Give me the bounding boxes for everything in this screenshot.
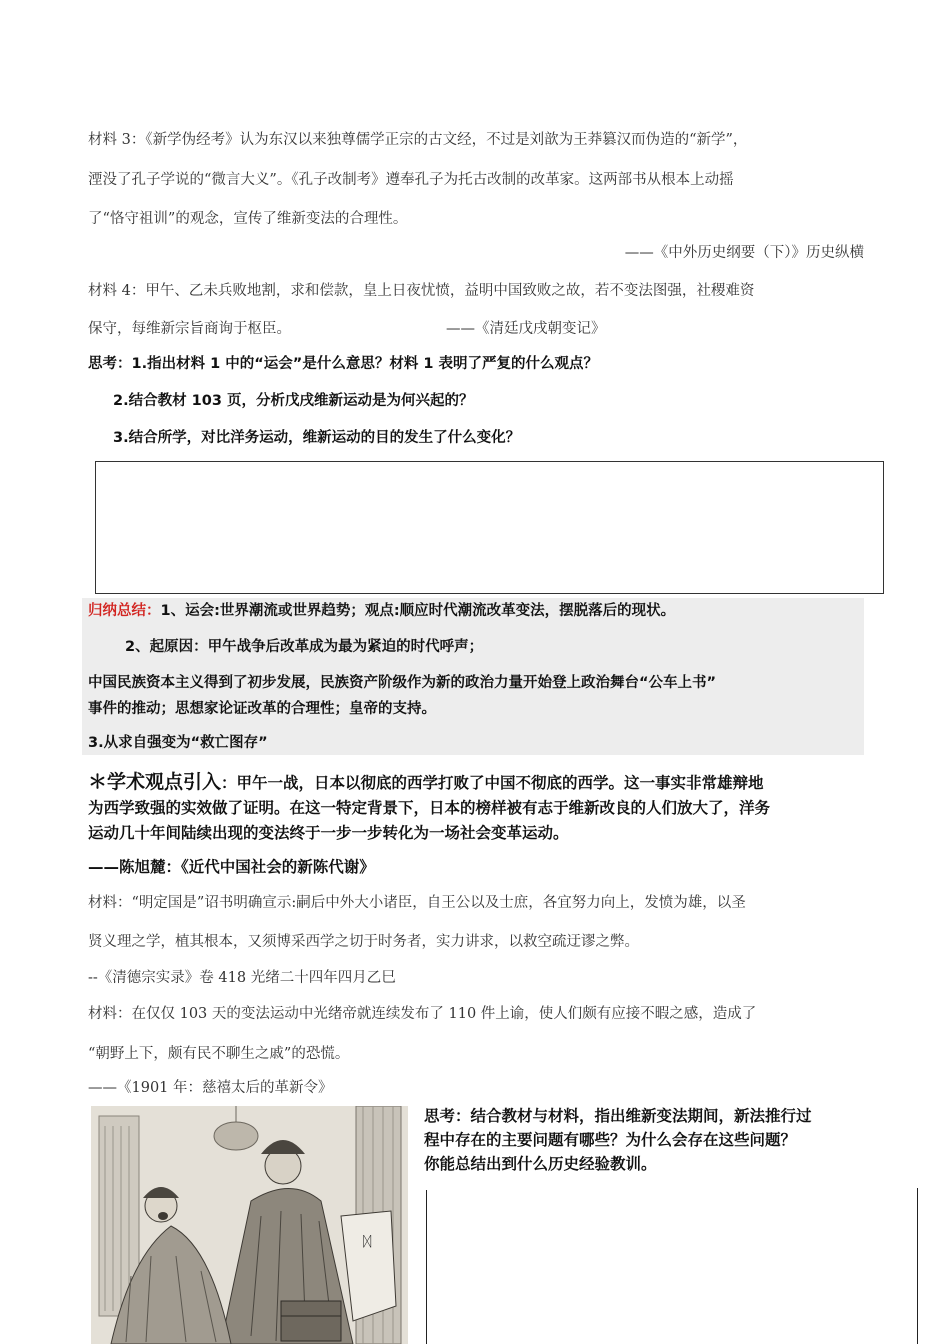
think1-question2: 2.结合教材 103 页，分析戊戌维新运动是为何兴起的？ — [113, 393, 474, 409]
material4-source: ——《清廷戊戌朝变记》 — [446, 321, 606, 337]
answer-box[interactable] — [95, 461, 884, 594]
academic-line3: 运动几十年间陆续出现的变法终于一步一步转化为一场社会变革运动。 — [88, 824, 569, 842]
material6-line2: “朝野上下，颇有民不聊生之戚”的恐慌。 — [88, 1046, 350, 1062]
svg-text:ᛞ: ᛞ — [363, 1234, 372, 1250]
summary-point3: 3.从求自强变为“救亡图存” — [88, 735, 268, 751]
academic-row1 — [88, 770, 868, 796]
think2-line2: 程中存在的主要问题有哪些？为什么会存在这些问题？ — [424, 1131, 797, 1149]
think1-question3: 3.结合所学，对比洋务运动，维新运动的目的发生了什么变化？ — [113, 430, 521, 446]
material6-line1: 材料：在仅仅 103 天的变法运动中光绪帝就连续发布了 110 件上谕，使人们颇有应接不暇之感，造成了 — [88, 1006, 757, 1022]
think2-line3: 你能总结出到什么历史经验教训。 — [424, 1155, 657, 1173]
answer-area-left-border — [426, 1190, 427, 1344]
material5-line2: 贤义理之学，植其根本，又须博采西学之切于时务者，实力讲求，以救空疏迂谬之弊。 — [88, 934, 639, 950]
material4-line2: 保守，每维新宗旨商询于枢臣。 — [88, 321, 291, 337]
material3-line1: 材料 3：《新学伪经考》认为东汉以来独尊儒学正宗的古文经，不过是刘歆为王莽篡汉而伪造的“新学”， — [88, 132, 748, 148]
academic-viewpoint — [88, 770, 868, 880]
academic-line1: ：甲午一战，日本以彻底的西学打败了中国不彻底的西学。这一事实非常雄辩地 — [221, 774, 764, 792]
academic-source: ——陈旭麓：《近代中国社会的新陈代谢》 — [88, 858, 375, 876]
academic-lead: ＊学术观点引入 — [88, 771, 222, 793]
think2-line1: 思考：结合教材与材料，指出维新变法期间，新法推行过 — [424, 1107, 812, 1125]
material4-line1: 材料 4：甲午、乙未兵败地割，求和偿款，皇上日夜忧愤，益明中国致败之故，若不变法图强，社稷难资 — [88, 283, 755, 299]
summary-point1: 1、运会:世界潮流或世界趋势；观点:顺应时代潮流改革变法，摆脱落后的现状。 — [160, 603, 676, 619]
summary-point1-row — [88, 601, 675, 621]
summary-block — [82, 598, 864, 755]
answer-area-right-border — [917, 1188, 918, 1344]
caricature-drawing — [91, 1106, 408, 1344]
material5-source: --《清德宗实录》卷 418 光绪二十四年四月乙巳 — [88, 970, 396, 986]
think2-block — [424, 1104, 914, 1176]
academic-line2: 为西学致强的实效做了证明。在这一特定背景下，日本的榜样被有志于维新改良的人们放大了，洋务 — [88, 799, 771, 817]
material6-source: ——《1901 年：慈禧太后的革新令》 — [88, 1080, 333, 1096]
summary-point2: 2、起原因：甲午战争后改革成为最为紧迫的时代呼声； — [125, 639, 484, 655]
material3-line3: 了“恪守祖训”的观念，宣传了维新变法的合理性。 — [88, 211, 408, 227]
summary-label: 归纳总结： — [88, 603, 161, 619]
summary-point2-line3: 事件的推动；思想家论证改革的合理性；皇帝的支持。 — [88, 701, 436, 717]
caricature-illustration — [91, 1106, 408, 1344]
material3-line2: 湮没了孔子学说的“微言大义”。《孔子改制考》遵奉孔子为托古改制的改革家。这两部书从根本上动摇 — [88, 172, 734, 188]
summary-point2-line2: 中国民族资本主义得到了初步发展，民族资产阶级作为新的政治力量开始登上政治舞台“公车上书” — [88, 675, 717, 691]
material5-line1: 材料：“明定国是”诏书明确宣示:嗣后中外大小诸臣，自王公以及士庶，各宜努力向上，发愤为雄，以圣 — [88, 895, 746, 911]
material3-source: ——《中外历史纲要（下）》历史纵横 — [624, 245, 864, 261]
think1-question1: 思考：1.指出材料 1 中的“运会”是什么意思？材料 1 表明了严复的什么观点？ — [88, 356, 599, 372]
